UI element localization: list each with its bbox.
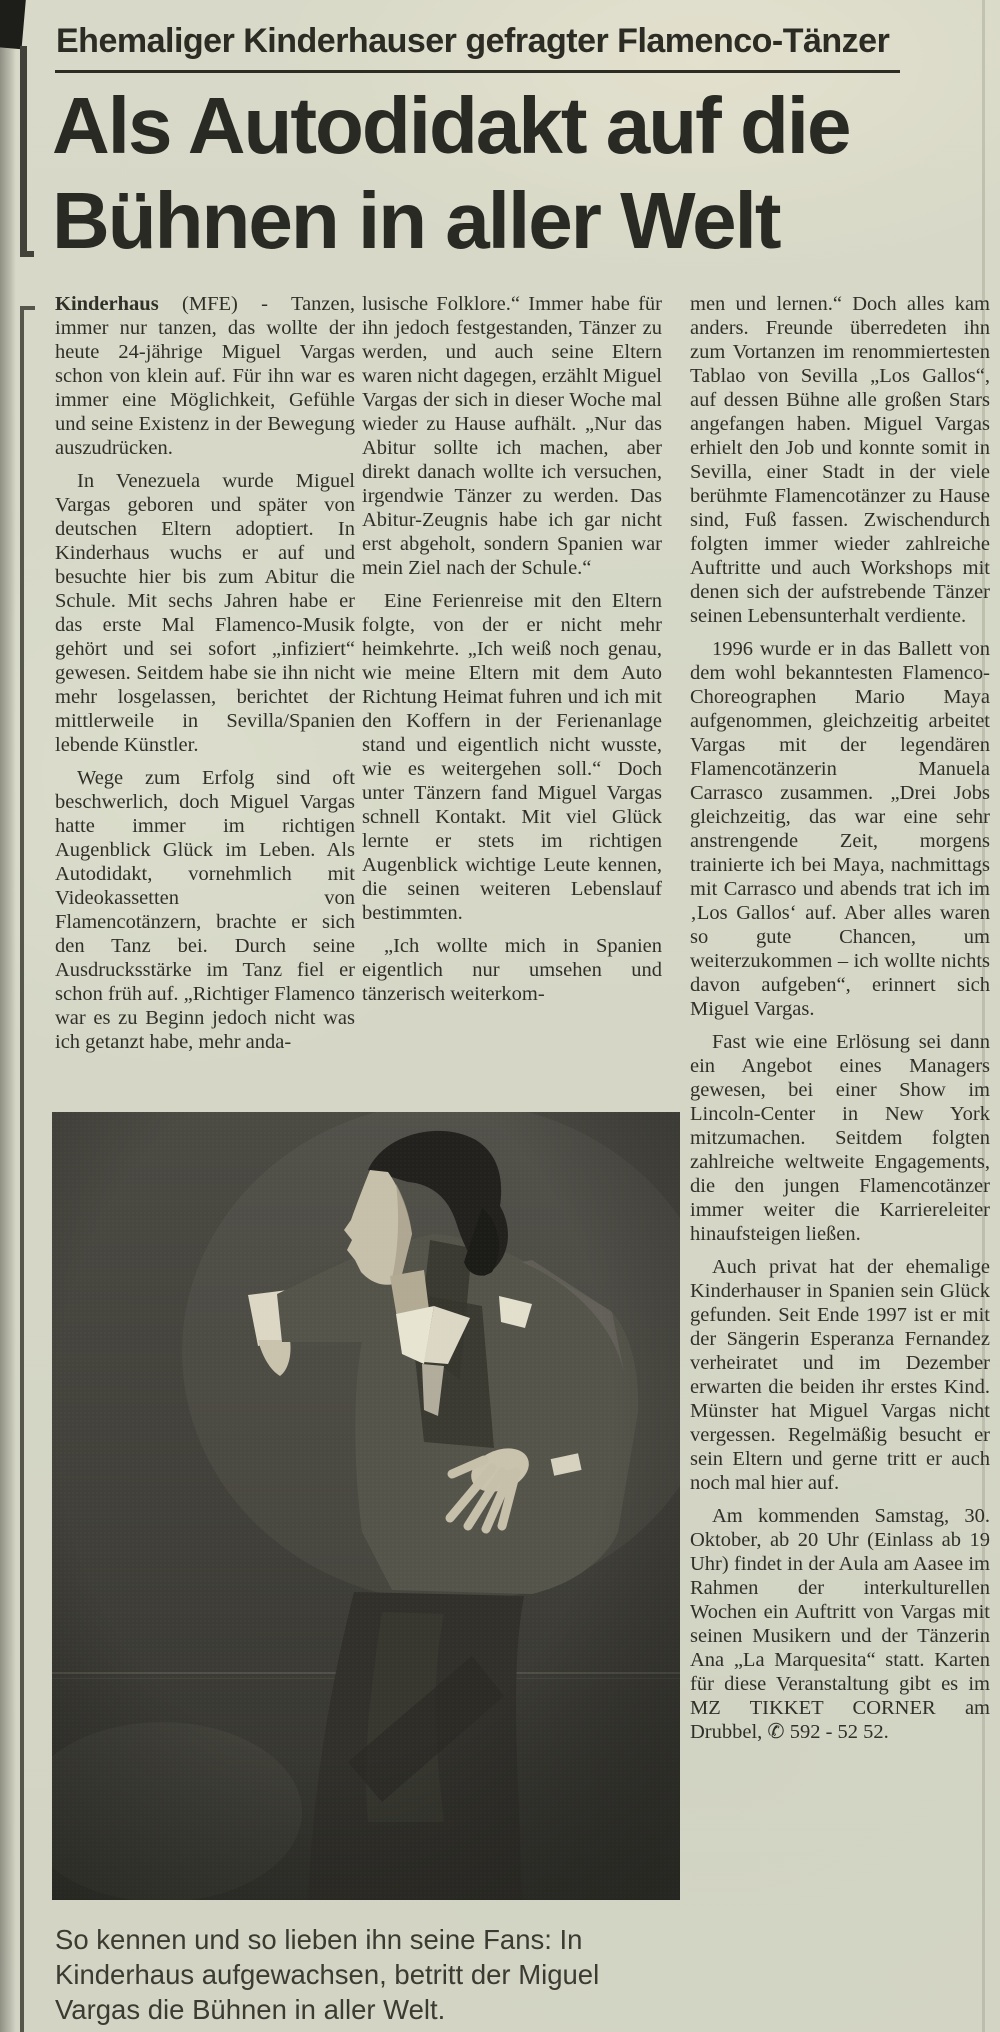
kicker-underline (55, 70, 900, 73)
paragraph: 1996 wurde er in das Ballett von dem wohl bekanntesten Flamenco-Choreographen Mario Maya aufgenommen, gleichzeitig arbeitet Vargas mit der legendären Flamencotänzerin Manuela Carrasco zusammen. „Drei Jobs gleichzeitig, das war eine sehr anstrengende Zeit, morgens trainierte ich bei Maya, nachmittags mit Carrasco und abends trat ich im ‚Los Gallos‘ auf. Aber alles waren so gute Chancen, um weiterzukommen – ich wollte nichts davon aufgeben“, erinnert sich Miguel Vargas. (690, 638, 990, 1020)
article-column-1 (55, 292, 355, 1106)
dateline: Kinderhaus (55, 293, 159, 315)
scan-corner-mark (0, 0, 26, 49)
paragraph: Eine Ferienreise mit den Eltern folgte, von der er nicht mehr heimkehrte. „Ich weiß noch genau, wie meine Eltern mit dem Auto Richtung Heimat fuhren und ich mit den Koffern in der Ferienanlage stand und eigentlich nicht wusste, wie es weitergehen soll.“ Doch unter Tänzern fand Miguel Vargas schnell Kontakt. Mit viel Glück lernte er stets im richtigen Augenblick wichtige Leute kennen, die seinen weiteren Lebenslauf bestimmten. (362, 590, 662, 924)
paragraph: lusische Folklore.“ Immer habe für ihn jedoch festgestanden, Tänzer zu werden, und auch seine Eltern waren nicht dagegen, erzählt Miguel Vargas der sich in dieser Woche mal wieder zu Hause aufhält. „Nur das Abitur sollte ich machen, aber direkt danach wollte ich versuchen, irgendwie Tänzer zu werden. Das Abitur-Zeugnis habe ich gar nicht erst abgeholt, sondern Spanien war mein Ziel nach der Schule.“ (362, 293, 662, 579)
photo-caption: So kennen und so lieben ihn seine Fans: In Kinderhaus aufgewachsen, betritt der Miguel Vargas die Bühnen in aller Welt. (55, 1924, 600, 2025)
kicker: Ehemaliger Kinderhauser gefragter Flamenco-Tänzer (56, 22, 890, 60)
flamenco-dancer-illustration (52, 1112, 680, 1900)
paragraph: Am kommenden Samstag, 30. Oktober, ab 20 Uhr (Einlass ab 19 Uhr) findet in der Aula am Aasee im Rahmen der interkulturellen Wochen ein Auftritt von Vargas mit seinen Musikern und der Tänzerin Ana „La Marquesita“ statt. Karten für diese Veranstaltung gibt es im MZ TIKKET CORNER am Drubbel, ✆ 592 - 52 52. (690, 1505, 990, 1743)
left-margin-rule-top-foot (20, 251, 34, 257)
lead-text: (MFE) - Tanzen, immer nur tanzen, das wollte der heute 24-jährige Miguel Vargas schon von klein auf. Für ihn war es immer eine Möglichkeit, Gefühle und seine Existenz in der Bewegung auszudrücken. (55, 293, 355, 459)
headline (52, 78, 992, 268)
paragraph: „Ich wollte mich in Spanien eigentlich nur umsehen und tänzerisch weiterkom- (362, 935, 662, 1005)
article-column-3 (690, 292, 990, 2018)
left-edge-shadow (0, 0, 16, 2032)
headline-line2: Bühnen in aller Welt (52, 176, 780, 265)
headline-line1: Als Autodidakt auf die (52, 81, 850, 170)
paragraph: men und lernen.“ Doch alles kam anders. Freunde überredeten ihn zum Vortanzen im renommiertesten Tablao von Sevilla „Los Gallos“, auf dessen Bühne alle großen Stars angefangen haben. Miguel Vargas erhielt den Job und konnte somit in Sevilla, einer Stadt in der viele berühmte Flamencotänzer zu Hause sind, Fuß fassen. Zwischendurch folgten immer wieder zahlreiche Auftritte und auch Workshops mit denen sich der aufstrebende Tänzer seinen Lebensunterhalt verdiente. (690, 293, 990, 627)
paragraph: Wege zum Erfolg sind oft beschwerlich, doch Miguel Vargas hatte immer im richtigen Augenblick Glück im Leben. Als Autodidakt, vornehmlich mit Videokassetten von Flamencotänzern, brachte er sich den Tanz bei. Durch seine Ausdrucksstärke im Tanz fiel er schon früh auf. „Richtiger Flamenco war es zu Beginn jedoch nicht was ich getanzt habe, mehr anda- (55, 767, 355, 1053)
article-column-2 (362, 292, 662, 1106)
flamenco-dancer-photo (52, 1112, 680, 1900)
left-margin-rule-top (20, 46, 27, 256)
paragraph: Fast wie eine Erlösung sei dann ein Angebot eines Managers gewesen, bei einer Show im Lincoln-Center in New York mitzumachen. Seitdem folgten zahlreiche weltweite Engagements, die den jungen Flamencotänzer immer weiter die Karriereleiter hinaufsteigen ließen. (690, 1031, 990, 1245)
paragraph: Auch privat hat der ehemalige Kinderhauser in Spanien sein Glück gefunden. Seit Ende 1997 ist er mit der Sängerin Esperanza Fernandez verheiratet und im Dezember erwarten die beiden ihr erstes Kind. Münster hat Miguel Vargas nicht vergessen. Regelmäßig besucht er sein Eltern und gerne tritt er auch noch mal hier auf. (690, 1256, 990, 1494)
paragraph: In Venezuela wurde Miguel Vargas geboren und später von deutschen Eltern adoptiert. In Kinderhaus wuchs er auf und besuchte hier bis zum Abitur die Schule. Mit sechs Jahren habe er das erste Mal Flamenco-Musik gehört und sei sofort „infiziert“ gewesen. Seitdem habe sie ihn nicht mehr losgelassen, berichtet der mittlerweile in Sevilla/Spanien lebende Künstler. (55, 470, 355, 756)
lead-paragraph (55, 292, 355, 460)
left-margin-rule (20, 306, 24, 2032)
